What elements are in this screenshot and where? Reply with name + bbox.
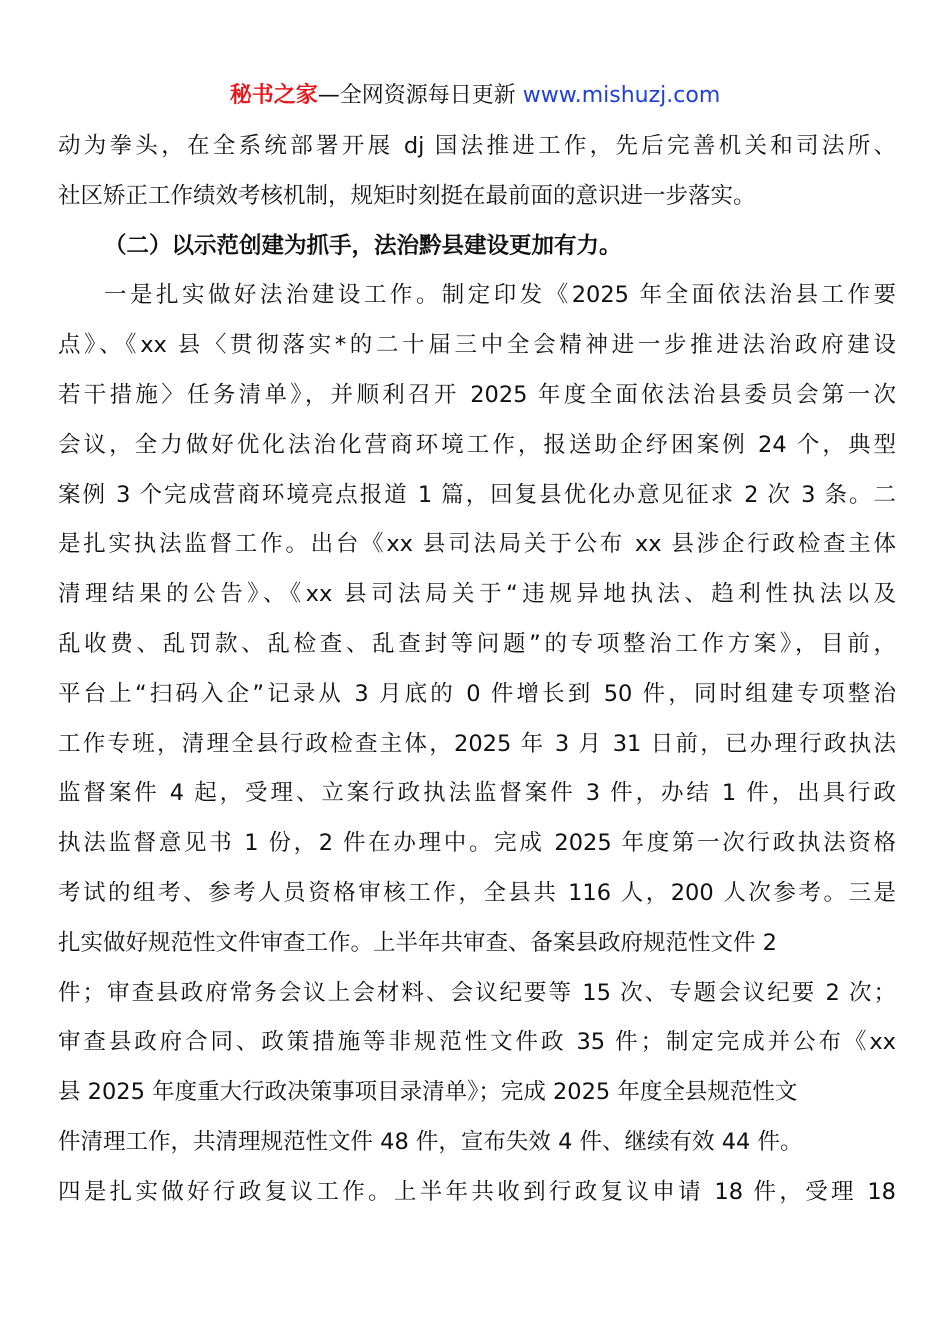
header-brand: 秘书之家 xyxy=(229,83,318,108)
paragraph-line: 执法监督意见书 1 份，2 件在办理中。完成 2025 年度第一次行政执法资格 xyxy=(58,830,896,857)
page-header xyxy=(0,80,950,112)
paragraph-line: 县 2025 年度重大行政决策事项目录清单》；完成 2025 年度全县规范性文 xyxy=(58,1079,798,1106)
paragraph-line: 一是扎实做好法治建设工作。制定印发《2025 年全面依法治县工作要 xyxy=(104,282,896,309)
paragraph-line: 考试的组考、参考人员资格审核工作，全县共 116 人，200 人次参考。三是 xyxy=(58,879,896,906)
paragraph-line: 审查县政府合同、政策措施等非规范性文件政 35 件；制定完成并公布《xx xyxy=(58,1029,896,1056)
paragraph-line: 乱收费、乱罚款、乱检查、乱查封等问题”的专项整治工作方案》，目前， xyxy=(58,630,896,657)
paragraph-line: 动为拳头，在全系统部署开展 dj 国法推进工作，先后完善机关和司法所、 xyxy=(58,133,896,159)
paragraph-line: 若干措施〉任务清单》，并顺利召开 2025 年度全面依法治县委员会第一次 xyxy=(58,381,896,408)
paragraph-line: 件；审查县政府常务会议上会材料、会议纪要等 15 次、专题会议纪要 2 次； xyxy=(58,979,896,1006)
paragraph-line: 监督案件 4 起，受理、立案行政执法监督案件 3 件，办结 1 件，出具行政 xyxy=(58,780,896,807)
paragraph-line: 件清理工作，共清理规范性文件 48 件，宣布失效 4 件、继续有效 44 件。 xyxy=(58,1128,803,1155)
paragraph-line: 会议，全力做好优化法治化营商环境工作，报送助企纾困案例 24 个，典型 xyxy=(58,431,896,458)
paragraph-line: 清理结果的公告》、《xx 县司法局关于“违规异地执法、趋利性执法以及 xyxy=(58,581,896,608)
paragraph-line: 是扎实执法监督工作。出台《xx 县司法局关于公布 xx 县涉企行政检查主体 xyxy=(58,531,896,558)
header-url-link[interactable]: www.mishuzj.com xyxy=(522,83,721,108)
paragraph-line: 四是扎实做好行政复议工作。上半年共收到行政复议申请 18 件，受理 18 xyxy=(58,1178,896,1205)
paragraph-line: 案例 3 个完成营商环境亮点报道 1 篇，回复县优化办意见征求 2 次 3 条。二 xyxy=(58,481,896,508)
document-body xyxy=(58,122,896,1218)
paragraph-line: 点》、《xx 县〈贯彻落实*的二十届三中全会精神进一步推进法治政府建设 xyxy=(58,332,896,359)
section-heading: （二）以示范创建为抓手，法治黔县建设更加有力。 xyxy=(104,232,622,259)
paragraph-line: 扎实做好规范性文件审查工作。上半年共审查、备案县政府规范性文件 2 xyxy=(58,929,777,956)
paragraph-line: 社区矫正工作绩效考核机制，规矩时刻挺在最前面的意识进一步落实。 xyxy=(58,182,756,209)
paragraph-line: 平台上“扫码入企”记录从 3 月底的 0 件增长到 50 件，同时组建专项整治 xyxy=(58,680,896,707)
paragraph-line: 工作专班，清理全县行政检查主体，2025 年 3 月 31 日前，已办理行政执法 xyxy=(58,730,896,757)
header-tagline: —全网资源每日更新 xyxy=(317,83,523,108)
